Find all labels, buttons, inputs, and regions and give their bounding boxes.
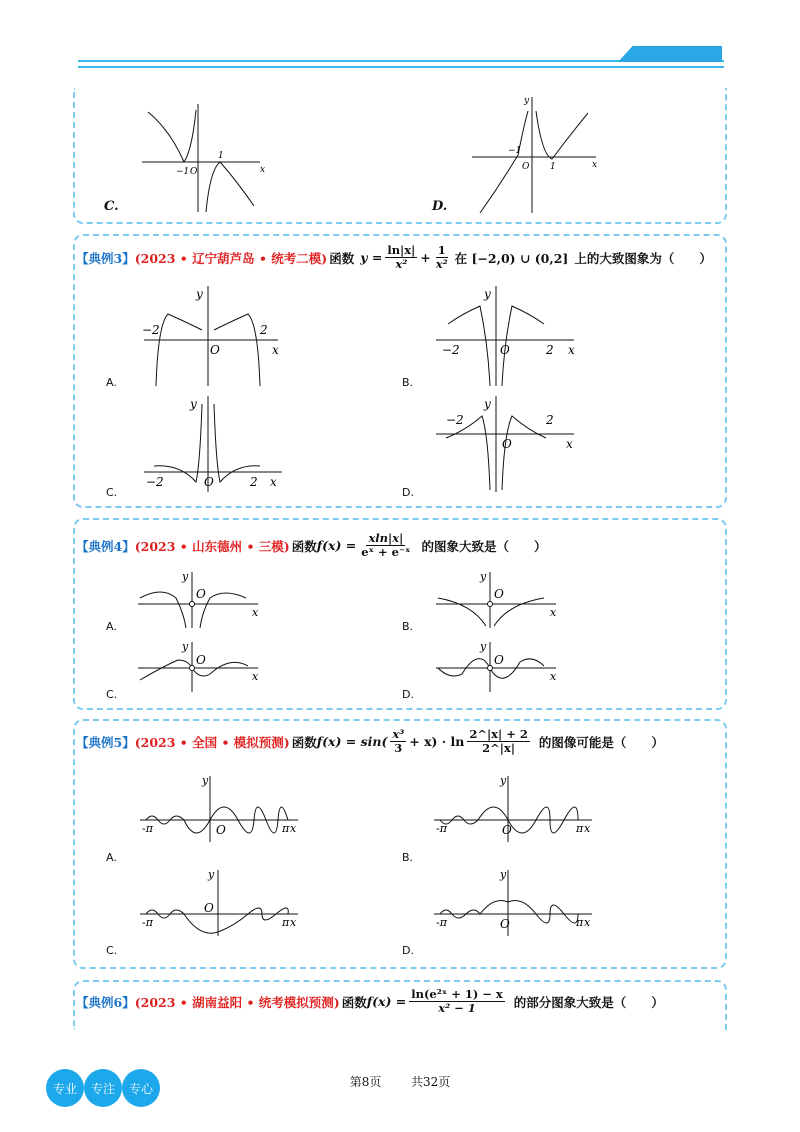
question-6-stem <box>76 988 664 1015</box>
axis-label: y <box>500 868 507 881</box>
axis-label: y <box>196 287 203 301</box>
option-label: D. <box>432 199 448 214</box>
question-source: (2023 • 山东德州 • 三模) <box>134 538 290 554</box>
axis-label: -π <box>142 916 153 929</box>
axis-label: y <box>208 868 215 881</box>
lead-text: 函数 <box>341 994 367 1010</box>
axis-label: y <box>484 397 491 411</box>
axis-label: −2 <box>442 343 460 357</box>
graph-q2-c <box>140 100 270 215</box>
option-label: A. <box>106 620 117 633</box>
axis-label: −2 <box>142 323 160 337</box>
graph-q4-d <box>432 640 562 700</box>
fraction <box>409 988 505 1015</box>
axis-label: x <box>252 606 259 619</box>
axis-label: x <box>550 606 557 619</box>
axis-label: π <box>576 916 584 929</box>
fraction-denominator: 3 <box>394 741 403 755</box>
axis-label: O <box>204 475 214 489</box>
axis-label: x <box>566 437 573 451</box>
page-number: 第8页 <box>349 1075 382 1089</box>
axis-label: O <box>196 653 206 667</box>
graph-q5-d <box>432 868 594 938</box>
graph-q3-b <box>432 284 582 389</box>
fraction-denominator: x² <box>395 257 408 271</box>
graph-q3-c <box>140 394 290 494</box>
axis-label: 1 <box>218 151 224 161</box>
fraction-denominator: x² <box>435 257 448 271</box>
fraction-numerator: 1 <box>437 243 446 257</box>
formula-part: + <box>420 250 431 265</box>
option-label: C. <box>106 944 118 957</box>
fraction-denominator: eˣ + e⁻ˣ <box>361 545 411 559</box>
axis-label: x <box>592 160 598 170</box>
axis-label: -π <box>142 822 153 835</box>
graph-q3-d <box>432 394 582 494</box>
axis-label: x <box>290 916 297 929</box>
question-tail: 的图象大致是（ ） <box>421 538 547 554</box>
graph-q5-c <box>138 868 300 938</box>
axis-label: -π <box>436 916 447 929</box>
axis-label: O <box>210 343 220 357</box>
formula-part: + x) · ln <box>409 734 465 749</box>
option-label: C. <box>106 688 118 701</box>
axis-label: O <box>190 167 198 177</box>
option-label: C. <box>106 486 118 499</box>
fraction <box>385 244 417 271</box>
question-source: (2023 • 湖南益阳 • 统考模拟预测) <box>134 994 340 1010</box>
axis-label: O <box>204 901 214 915</box>
axis-label: O <box>500 917 510 931</box>
formula-part: f(x) = <box>316 538 357 553</box>
axis-label: π <box>576 822 584 835</box>
fraction <box>359 532 412 559</box>
axis-label: π <box>282 916 290 929</box>
axis-label: x <box>584 916 591 929</box>
question-tail: 的部分图象大致是（ ） <box>513 994 664 1010</box>
graph-q5-a <box>138 774 300 844</box>
fraction-numerator: 2^|x| + 2 <box>469 727 528 741</box>
axis-label: x <box>252 670 259 683</box>
axis-label: x <box>550 670 557 683</box>
axis-label: 2 <box>546 343 554 357</box>
axis-label: y <box>190 397 197 411</box>
axis-label: 1 <box>550 162 556 172</box>
fraction <box>467 728 530 755</box>
question-tail: 的图像可能是（ ） <box>538 734 664 750</box>
axis-label: y <box>182 570 189 583</box>
question-5-stem <box>76 728 664 755</box>
lead-text: 函数 <box>291 538 317 554</box>
option-label: B. <box>402 851 414 864</box>
axis-label: x <box>260 165 266 175</box>
question-3-stem <box>76 244 712 271</box>
graph-q2-d <box>470 95 600 215</box>
graph-q3-a <box>140 284 290 389</box>
question-tag: 【典例6】 <box>76 994 135 1010</box>
graph-q4-c <box>134 640 264 700</box>
question-tail: 上的大致图象为（ ） <box>574 250 712 266</box>
fraction <box>434 244 450 271</box>
graph-q5-b <box>432 774 594 844</box>
fraction-numerator: ln|x| <box>387 243 416 257</box>
axis-label: −1 <box>176 167 190 177</box>
axis-label: O <box>216 823 226 837</box>
option-label: B. <box>402 620 414 633</box>
question-4-stem <box>76 532 547 559</box>
option-label: D. <box>402 944 414 957</box>
axis-label: x <box>270 475 277 489</box>
question-source: (2023 • 辽宁葫芦岛 • 统考二模) <box>134 250 328 266</box>
badge-zhuanye: 专业 <box>46 1069 84 1107</box>
header-line-bottom <box>78 66 724 68</box>
axis-label: y <box>480 570 487 583</box>
question-tag: 【典例4】 <box>76 538 135 554</box>
axis-label: O <box>502 437 512 451</box>
axis-label: 2 <box>250 475 258 489</box>
question-tag: 【典例5】 <box>76 734 135 750</box>
axis-label: x <box>272 343 279 357</box>
option-label: A. <box>106 851 117 864</box>
axis-label: O <box>522 162 530 172</box>
axis-label: x <box>290 822 297 835</box>
axis-label: O <box>494 653 504 667</box>
fraction-denominator: 2^|x| <box>482 741 516 755</box>
page-total: 共32页 <box>411 1075 451 1089</box>
formula-part: f(x) = <box>366 994 407 1009</box>
option-label: D. <box>402 486 414 499</box>
badge-zhuanxin: 专心 <box>122 1069 160 1107</box>
formula-part: f(x) = sin( <box>316 734 388 749</box>
graph-q4-a <box>134 568 264 628</box>
fraction-numerator: xln|x| <box>368 531 404 545</box>
axis-label: y <box>480 640 487 653</box>
axis-label: y <box>484 287 491 301</box>
lead-text: 函数 <box>329 250 355 266</box>
axis-label: −2 <box>446 413 464 427</box>
axis-label: y <box>524 96 530 106</box>
question-tag: 【典例3】 <box>76 250 135 266</box>
axis-label: O <box>502 823 512 837</box>
axis-label: x <box>568 343 575 357</box>
axis-label: 2 <box>260 323 268 337</box>
axis-label: O <box>500 343 510 357</box>
axis-label: −1 <box>508 146 522 156</box>
lead-text: 函数 <box>291 734 317 750</box>
axis-label: 2 <box>546 413 554 427</box>
axis-label: O <box>494 587 504 601</box>
axis-label: −2 <box>146 475 164 489</box>
formula-part: y = <box>360 250 383 265</box>
axis-label: π <box>282 822 290 835</box>
axis-label: y <box>182 640 189 653</box>
header-tab <box>618 46 722 62</box>
axis-label: O <box>196 587 206 601</box>
fraction <box>390 728 406 755</box>
option-label: C. <box>104 199 119 214</box>
question-source: (2023 • 全国 • 模拟预测) <box>134 734 290 750</box>
graph-q4-b <box>432 568 562 628</box>
axis-label: -π <box>436 822 447 835</box>
fraction-numerator: x³ <box>392 727 405 741</box>
badge-zhuanzhu: 专注 <box>84 1069 122 1107</box>
page-footer <box>0 1073 800 1090</box>
fraction-numerator: ln(e²ˣ + 1) − x <box>411 987 503 1001</box>
axis-label: y <box>500 774 507 787</box>
fraction-denominator: x² − 1 <box>438 1001 476 1015</box>
axis-label: x <box>584 822 591 835</box>
formula-part: 在 [−2,0) ∪ (0,2] <box>454 250 569 266</box>
option-label: D. <box>402 688 414 701</box>
option-label: A. <box>106 376 117 389</box>
option-label: B. <box>402 376 414 389</box>
axis-label: y <box>202 774 209 787</box>
